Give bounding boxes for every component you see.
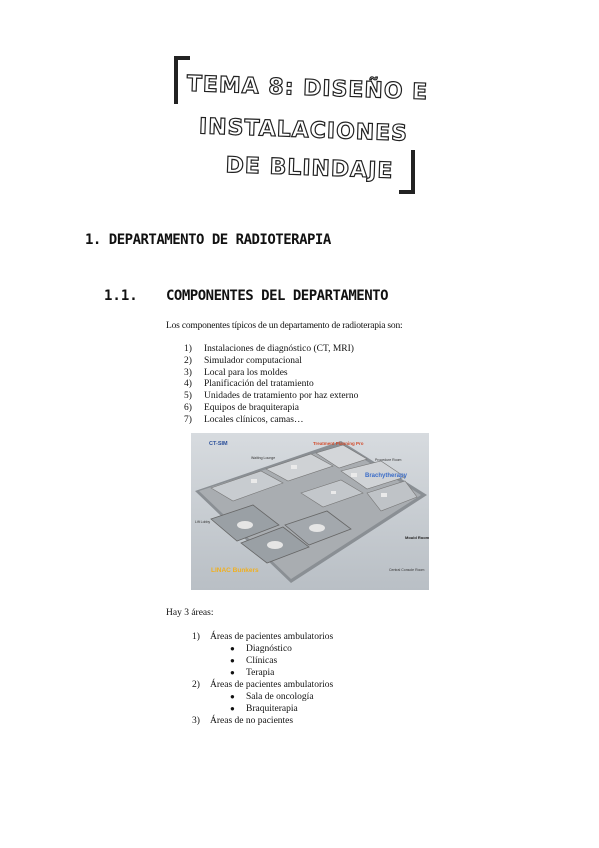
title-bracket-bottom-right: [399, 150, 415, 194]
label-control: Central Console Room: [389, 568, 425, 572]
bullet-icon: ●: [230, 644, 235, 653]
bullet-icon: ●: [230, 704, 235, 713]
item-number: 6): [184, 402, 192, 413]
bullet-icon: ●: [230, 692, 235, 701]
title-block: [0, 0, 599, 200]
label-lift: Lift Lobby: [195, 520, 211, 524]
title-line-2: INSTALACIONES: [198, 114, 409, 147]
item-text: Áreas de pacientes ambulatorios: [210, 632, 334, 642]
components-intro: Los componentes típicos de un departamento de radioterapia son:: [166, 321, 403, 331]
item-text: Local para los moldes: [204, 367, 288, 378]
sub-item-text: Braquiterapia: [246, 704, 298, 714]
list-item: [192, 715, 333, 727]
sub-list-item: [192, 655, 333, 667]
list-item: [184, 368, 358, 380]
item-text: Áreas de no pacientes: [210, 716, 294, 726]
label-planning: Treatment Planning Pro: [313, 441, 364, 446]
floorplan-drawing: [191, 433, 429, 590]
sub-list-item: [192, 643, 333, 655]
label-procedure: Procedure Room: [375, 458, 402, 462]
sub-list-item: [192, 691, 333, 703]
item-text: Equipos de braquiterapia: [204, 402, 299, 413]
item-text: Unidades de tratamiento por haz externo: [204, 391, 359, 402]
sub-item-text: Sala de oncología: [246, 692, 314, 702]
list-item: [184, 403, 358, 415]
label-mould: Mould Room: [405, 535, 429, 540]
item-number: 3): [184, 367, 192, 378]
label-waiting: Waiting Lounge: [251, 456, 276, 460]
areas-intro: Hay 3 áreas:: [166, 608, 214, 618]
item-number: 2): [192, 680, 200, 690]
title-line-3: DE BLINDAJE: [225, 153, 394, 184]
item-number: 1): [184, 344, 192, 354]
title-line-1: TEMA 8: DISEÑO E: [186, 71, 429, 106]
label-brachy: Brachytherapy: [365, 473, 408, 479]
list-item: [184, 344, 358, 356]
sub-item-text: Diagnóstico: [246, 644, 292, 654]
item-number: 4): [184, 379, 192, 390]
sub-list-item: [192, 703, 333, 715]
list-item: [192, 679, 333, 691]
section-heading: 1. DEPARTAMENTO DE RADIOTERAPIA: [85, 232, 331, 248]
sub-list-item: [192, 667, 333, 679]
item-number: 1): [192, 632, 200, 642]
item-text: Instalaciones de diagnóstico (CT, MRI): [204, 344, 354, 354]
label-linac: LINAC Bunkers: [211, 567, 259, 574]
item-text: Áreas de pacientes ambulatorios: [210, 680, 334, 690]
subsection-heading: COMPONENTES DEL DEPARTAMENTO: [166, 288, 389, 304]
item-number: 5): [184, 391, 192, 402]
item-number: 7): [184, 414, 192, 425]
floorplan-image: [191, 433, 429, 590]
sub-item-text: Terapia: [246, 668, 275, 678]
item-number: 2): [184, 355, 192, 366]
item-text: Locales clínicos, camas…: [204, 414, 304, 425]
label-ctsim: CT-SIM: [209, 441, 228, 447]
list-item: [184, 356, 358, 368]
components-list: [184, 344, 358, 427]
bullet-icon: ●: [230, 656, 235, 665]
list-item: [184, 379, 358, 391]
bullet-icon: ●: [230, 668, 235, 677]
list-item: [184, 415, 358, 427]
list-item: [192, 631, 333, 643]
list-item: [184, 391, 358, 403]
sub-item-text: Clínicas: [246, 656, 278, 666]
areas-list: [192, 631, 333, 727]
item-text: Planificación del tratamiento: [204, 379, 314, 390]
subsection-number: 1.1.: [104, 288, 138, 304]
item-number: 3): [192, 716, 200, 726]
item-text: Simulador computacional: [204, 355, 302, 366]
